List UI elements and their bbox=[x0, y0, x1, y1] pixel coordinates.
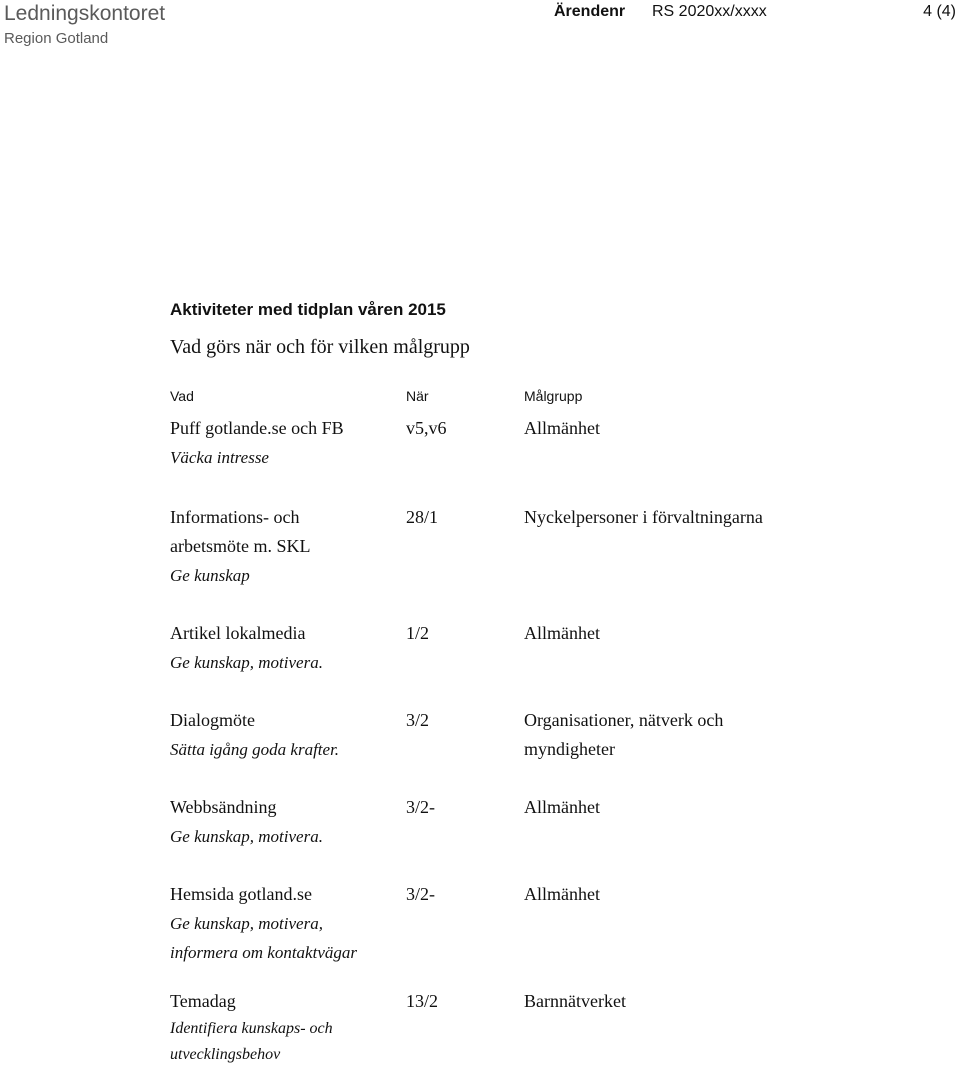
activity-name: Webbsändning bbox=[170, 797, 277, 817]
activity-purpose: Ge kunskap, motivera, bbox=[170, 914, 323, 933]
activity-cell bbox=[170, 987, 333, 1068]
table-row bbox=[0, 706, 960, 786]
when-cell: 28/1 bbox=[406, 507, 439, 527]
activity-purpose: Ge kunskap bbox=[170, 566, 250, 585]
audience-text: Organisationer, nätverk och bbox=[524, 710, 724, 730]
audience-cell: Allmänhet bbox=[524, 884, 600, 904]
document-title: Aktiviteter med tidplan våren 2015 bbox=[170, 300, 446, 319]
audience-cell bbox=[524, 706, 723, 764]
when-cell: v5,v6 bbox=[406, 418, 447, 438]
table-row bbox=[0, 414, 960, 494]
when-cell: 3/2- bbox=[406, 884, 435, 904]
audience-cell: Allmänhet bbox=[524, 418, 600, 438]
audience-cell: Allmänhet bbox=[524, 797, 600, 817]
header-organization: Ledningskontoret bbox=[4, 2, 166, 25]
activity-name: Dialogmöte bbox=[170, 710, 255, 730]
header-reference-number: RS 2020xx/xxxx bbox=[652, 3, 767, 20]
activity-name: Temadag bbox=[170, 991, 236, 1011]
audience-cell: Allmänhet bbox=[524, 623, 600, 643]
activity-cell bbox=[170, 880, 357, 967]
audience-cell: Barnnätverket bbox=[524, 991, 626, 1011]
when-cell: 13/2 bbox=[406, 991, 439, 1011]
activity-name: Informations- och bbox=[170, 507, 300, 527]
activity-cell bbox=[170, 793, 323, 851]
table-row bbox=[0, 503, 960, 583]
activity-name: Hemsida gotland.se bbox=[170, 884, 312, 904]
activity-name: Puff gotlande.se och FB bbox=[170, 418, 344, 438]
header-reference-label: Ärendenr bbox=[554, 3, 626, 20]
activity-name: Artikel lokalmedia bbox=[170, 623, 306, 643]
document-subtitle: Vad görs när och för vilken målgrupp bbox=[170, 336, 470, 358]
column-header-what: Vad bbox=[170, 388, 194, 404]
table-row bbox=[0, 793, 960, 873]
activity-purpose: Sätta igång goda krafter. bbox=[170, 740, 340, 759]
table-row bbox=[0, 619, 960, 699]
activity-cell bbox=[170, 706, 339, 764]
when-cell: 3/2 bbox=[406, 710, 430, 730]
column-header-audience: Målgrupp bbox=[524, 388, 583, 404]
activity-purpose-continued: utvecklingsbehov bbox=[170, 1046, 281, 1063]
activity-name-continued: arbetsmöte m. SKL bbox=[170, 536, 311, 556]
column-header-when: När bbox=[406, 388, 429, 404]
activity-cell bbox=[170, 503, 310, 590]
when-cell: 3/2- bbox=[406, 797, 435, 817]
table-row bbox=[0, 880, 960, 960]
activity-purpose: Ge kunskap, motivera. bbox=[170, 653, 323, 672]
table-row bbox=[0, 987, 960, 1067]
when-cell: 1/2 bbox=[406, 623, 430, 643]
header-region: Region Gotland bbox=[4, 30, 109, 47]
activity-purpose-continued: informera om kontaktvägar bbox=[170, 943, 357, 962]
activity-purpose: Identifiera kunskaps- och bbox=[170, 1020, 333, 1037]
audience-cell: Nyckelpersoner i förvaltningarna bbox=[524, 507, 763, 527]
activity-purpose: Ge kunskap, motivera. bbox=[170, 827, 323, 846]
header-page-number: 4 (4) bbox=[923, 3, 956, 20]
audience-text-continued: myndigheter bbox=[524, 739, 615, 759]
activity-cell bbox=[170, 414, 344, 472]
activity-purpose: Väcka intresse bbox=[170, 448, 269, 467]
activity-cell bbox=[170, 619, 323, 677]
